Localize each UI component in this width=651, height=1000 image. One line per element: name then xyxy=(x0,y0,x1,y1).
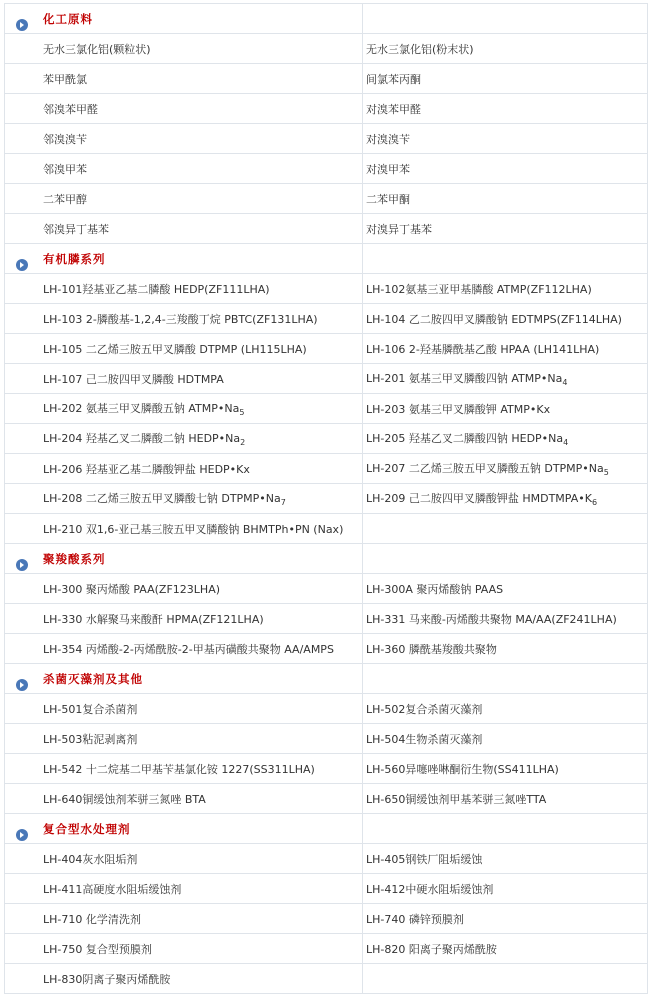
product-cell[interactable] xyxy=(363,514,648,544)
product-name[interactable]: LH-411高硬度水阻垢缓蚀剂 xyxy=(43,882,182,896)
section-header-cell xyxy=(5,671,362,687)
product-name[interactable]: 对溴溴苄 xyxy=(366,132,410,146)
arrow-bullet-icon xyxy=(16,829,28,841)
product-cell[interactable] xyxy=(5,514,363,544)
product-cell[interactable] xyxy=(363,424,648,454)
product-cell[interactable] xyxy=(5,724,363,754)
subscript: 5 xyxy=(603,468,609,477)
product-cell[interactable] xyxy=(5,214,363,244)
product-table xyxy=(4,3,648,994)
product-cell[interactable] xyxy=(5,844,363,874)
table-row xyxy=(5,394,648,424)
product-cell[interactable] xyxy=(363,844,648,874)
table-row xyxy=(5,484,648,514)
product-name[interactable]: LH-560异噻唑啉酮衍生物(SS411LHA) xyxy=(366,762,559,776)
product-name[interactable]: LH-208 二乙烯三胺五甲叉膦酸七钠 $DTPMP•Na_7$ xyxy=(43,492,286,507)
table-row xyxy=(5,364,648,394)
section-header-row xyxy=(5,814,648,844)
product-name[interactable]: LH-106 2-羟基膦酰基乙酸 HPAA (LH141LHA) xyxy=(366,342,600,356)
product-name[interactable]: 二苯甲醇 xyxy=(43,192,87,206)
section-header-cell xyxy=(5,821,362,837)
product-name[interactable]: 对溴苯甲醛 xyxy=(366,102,421,116)
table-row xyxy=(5,214,648,244)
product-name[interactable]: LH-504生物杀菌灭藻剂 xyxy=(366,732,483,746)
product-name[interactable]: LH-750 复合型预膜剂 xyxy=(43,942,152,956)
product-name[interactable]: LH-330 水解聚马来酸酐 HPMA(ZF121LHA) xyxy=(43,612,264,626)
table-row xyxy=(5,694,648,724)
product-cell[interactable] xyxy=(5,364,363,394)
product-cell[interactable] xyxy=(363,934,648,964)
product-name[interactable]: LH-404灰水阻垢剂 xyxy=(43,852,138,866)
product-name[interactable]: LH-542 十二烷基二甲基苄基氯化铵 1227(SS311LHA) xyxy=(43,762,315,776)
product-name[interactable]: LH-354 丙烯酸-2-丙烯酰胺-2-甲基丙磺酸共聚物 AA/AMPS xyxy=(43,642,334,656)
table-row xyxy=(5,64,648,94)
product-cell[interactable] xyxy=(363,394,648,424)
product-cell[interactable] xyxy=(5,124,363,154)
product-cell[interactable] xyxy=(363,334,648,364)
table-row xyxy=(5,724,648,754)
table-row xyxy=(5,964,648,994)
product-cell[interactable] xyxy=(5,634,363,664)
product-name[interactable]: LH-502复合杀菌灭藻剂 xyxy=(366,702,483,716)
product-cell[interactable] xyxy=(5,274,363,304)
table-row xyxy=(5,124,648,154)
section-header xyxy=(5,244,363,274)
section-title: 聚羧酸系列 xyxy=(43,551,106,566)
section-header xyxy=(5,544,363,574)
section-header-empty xyxy=(363,664,648,694)
product-name[interactable]: LH-503粘泥剥离剂 xyxy=(43,732,138,746)
product-cell[interactable] xyxy=(5,904,363,934)
table-row xyxy=(5,844,648,874)
product-name[interactable]: LH-105 二乙烯三胺五甲叉膦酸 DTPMP (LH115LHA) xyxy=(43,342,307,356)
product-name[interactable]: LH-210 双1,6-亚己基三胺五甲叉膦酸钠 BHMTPh•PN (Nax) xyxy=(43,522,344,536)
product-name[interactable]: LH-102氨基三亚甲基膦酸 ATMP(ZF112LHA) xyxy=(366,282,592,296)
product-name[interactable]: LH-331 马来酸-丙烯酸共聚物 MA/AA(ZF241LHA) xyxy=(366,612,617,626)
product-name[interactable]: LH-501复合杀菌剂 xyxy=(43,702,138,716)
table-row xyxy=(5,94,648,124)
table-row xyxy=(5,154,648,184)
arrow-bullet-icon xyxy=(16,559,28,571)
product-cell[interactable] xyxy=(363,364,648,394)
table-row xyxy=(5,34,648,64)
section-header-empty xyxy=(363,544,648,574)
table-row xyxy=(5,184,648,214)
product-name[interactable]: 邻溴异丁基苯 xyxy=(43,222,109,236)
section-header-cell xyxy=(5,11,362,27)
product-name[interactable]: LH-740 磷锌预膜剂 xyxy=(366,912,464,926)
arrow-bullet-icon xyxy=(16,19,28,31)
product-cell[interactable] xyxy=(363,604,648,634)
product-name[interactable]: LH-300 聚丙烯酸 PAA(ZF123LHA) xyxy=(43,582,221,596)
product-cell[interactable] xyxy=(5,874,363,904)
product-name[interactable]: LH-209 己二胺四甲叉膦酸钾盐 $HMDTMPA•K_6$ xyxy=(366,492,598,507)
table-row xyxy=(5,304,648,334)
product-cell[interactable] xyxy=(5,454,363,484)
section-header-row xyxy=(5,244,648,274)
table-row xyxy=(5,424,648,454)
product-name[interactable]: LH-202 氨基三甲叉膦酸五钠 $ATMP•Na_5$ xyxy=(43,402,245,417)
product-cell[interactable] xyxy=(5,484,363,514)
section-header-empty xyxy=(363,814,648,844)
product-name[interactable]: 邻溴溴苄 xyxy=(43,132,87,146)
product-name[interactable]: 二苯甲酮 xyxy=(366,192,410,206)
subscript: 7 xyxy=(280,498,286,507)
product-cell[interactable] xyxy=(363,94,648,124)
product-name[interactable]: 邻溴甲苯 xyxy=(43,162,87,176)
product-cell[interactable] xyxy=(5,184,363,214)
product-cell[interactable] xyxy=(363,184,648,214)
section-header-row xyxy=(5,4,648,34)
table-row xyxy=(5,754,648,784)
product-name[interactable]: LH-412中硬水阻垢缓蚀剂 xyxy=(366,882,494,896)
product-name[interactable]: 无水三氯化铝(粉末状) xyxy=(366,42,474,56)
table-row xyxy=(5,454,648,484)
product-cell[interactable] xyxy=(5,604,363,634)
section-header-row xyxy=(5,544,648,574)
section-header-empty xyxy=(363,4,648,34)
product-name[interactable]: LH-640铜缓蚀剂苯骈三氮唑 BTA xyxy=(43,792,206,806)
product-cell[interactable] xyxy=(363,874,648,904)
product-cell[interactable] xyxy=(363,634,648,664)
product-cell[interactable] xyxy=(5,394,363,424)
table-row xyxy=(5,634,648,664)
subscript: 6 xyxy=(591,498,598,507)
section-header-row xyxy=(5,664,648,694)
section-header-empty xyxy=(363,244,648,274)
product-name[interactable]: 苯甲酰氯 xyxy=(43,72,87,86)
product-cell[interactable] xyxy=(5,334,363,364)
table-row xyxy=(5,334,648,364)
product-cell[interactable] xyxy=(5,934,363,964)
table-row xyxy=(5,274,648,304)
product-name[interactable]: LH-300A 聚丙烯酸钠 PAAS xyxy=(366,582,504,596)
product-cell[interactable] xyxy=(363,124,648,154)
product-name[interactable]: LH-104 乙二胺四甲叉膦酸钠 EDTMPS(ZF114LHA) xyxy=(366,312,622,326)
table-row xyxy=(5,514,648,544)
section-header xyxy=(5,664,363,694)
product-cell[interactable] xyxy=(5,304,363,334)
product-cell[interactable] xyxy=(363,454,648,484)
product-name[interactable]: LH-107 己二胺四甲叉膦酸 HDTMPA xyxy=(43,372,224,386)
subscript: 4 xyxy=(562,378,568,387)
product-cell[interactable] xyxy=(363,274,648,304)
product-name[interactable]: LH-204 羟基乙叉二膦酸二钠 $HEDP•Na_2$ xyxy=(43,432,246,447)
product-name[interactable]: LH-710 化学清洗剂 xyxy=(43,912,141,926)
product-cell[interactable] xyxy=(363,154,648,184)
product-name[interactable]: LH-203 氨基三甲叉膦酸钾 ATMP•Kx xyxy=(366,402,551,416)
product-cell[interactable] xyxy=(5,754,363,784)
product-cell[interactable] xyxy=(5,964,363,994)
table-row xyxy=(5,574,648,604)
product-cell[interactable] xyxy=(363,214,648,244)
subscript: 2 xyxy=(240,438,246,447)
product-name[interactable]: LH-820 阳离子聚丙烯酰胺 xyxy=(366,942,497,956)
product-name[interactable]: LH-201 氨基三甲叉膦酸四钠 $ATMP•Na_4$ xyxy=(366,372,568,387)
product-name[interactable]: LH-207 二乙烯三胺五甲叉膦酸五钠 $DTPMP•Na_5$ xyxy=(366,462,609,477)
section-title: 有机膦系列 xyxy=(43,251,106,266)
product-name[interactable]: LH-103 2-膦酸基-1,2,4-三羧酸丁烷 PBTC(ZF131LHA) xyxy=(43,312,318,326)
product-cell[interactable] xyxy=(363,34,648,64)
table-row xyxy=(5,904,648,934)
product-cell[interactable] xyxy=(363,904,648,934)
product-name[interactable]: LH-206 羟基亚乙基二膦酸钾盐 HEDP•Kx xyxy=(43,462,250,476)
table-row xyxy=(5,784,648,814)
product-name[interactable]: 无水三氯化铝(颗粒状) xyxy=(43,42,151,56)
section-title: 化工原料 xyxy=(43,11,93,26)
product-cell[interactable] xyxy=(5,574,363,604)
product-name[interactable]: LH-830阴离子聚丙烯酰胺 xyxy=(43,972,171,986)
section-header xyxy=(5,4,363,34)
product-cell[interactable] xyxy=(363,484,648,514)
product-cell[interactable] xyxy=(363,754,648,784)
product-cell[interactable] xyxy=(363,694,648,724)
product-name[interactable]: LH-205 羟基乙叉二膦酸四钠 $HEDP•Na_4$ xyxy=(366,432,569,447)
product-cell[interactable] xyxy=(5,694,363,724)
product-cell[interactable] xyxy=(363,964,648,994)
product-name[interactable]: LH-650铜缓蚀剂甲基苯骈三氮唑TTA xyxy=(366,792,547,806)
product-cell[interactable] xyxy=(363,574,648,604)
section-title: 复合型水处理剂 xyxy=(43,821,131,836)
section-header-cell xyxy=(5,551,362,567)
product-cell[interactable] xyxy=(363,64,648,94)
product-name[interactable]: 对溴异丁基苯 xyxy=(366,222,432,236)
product-cell[interactable] xyxy=(5,94,363,124)
product-name[interactable]: 邻溴苯甲醛 xyxy=(43,102,98,116)
product-cell[interactable] xyxy=(5,154,363,184)
arrow-bullet-icon xyxy=(16,259,28,271)
product-cell[interactable] xyxy=(5,784,363,814)
subscript: 4 xyxy=(563,438,569,447)
section-header-cell xyxy=(5,251,362,267)
arrow-bullet-icon xyxy=(16,679,28,691)
table-row xyxy=(5,934,648,964)
table-row xyxy=(5,604,648,634)
section-title: 杀菌灭藻剂及其他 xyxy=(43,671,143,686)
product-name[interactable]: LH-101羟基亚乙基二膦酸 HEDP(ZF111LHA) xyxy=(43,282,270,296)
product-cell[interactable] xyxy=(5,34,363,64)
product-cell[interactable] xyxy=(363,304,648,334)
product-name[interactable]: LH-405钢铁厂阻垢缓蚀 xyxy=(366,852,483,866)
product-name[interactable]: 间氯苯丙酮 xyxy=(366,72,421,86)
subscript: 5 xyxy=(239,408,245,417)
product-cell[interactable] xyxy=(363,784,648,814)
product-name[interactable]: LH-360 膦酰基羧酸共聚物 xyxy=(366,642,497,656)
product-cell[interactable] xyxy=(5,64,363,94)
product-list xyxy=(4,3,647,994)
product-cell[interactable] xyxy=(363,724,648,754)
table-row xyxy=(5,874,648,904)
product-cell[interactable] xyxy=(5,424,363,454)
section-header xyxy=(5,814,363,844)
product-name[interactable]: 对溴甲苯 xyxy=(366,162,410,176)
